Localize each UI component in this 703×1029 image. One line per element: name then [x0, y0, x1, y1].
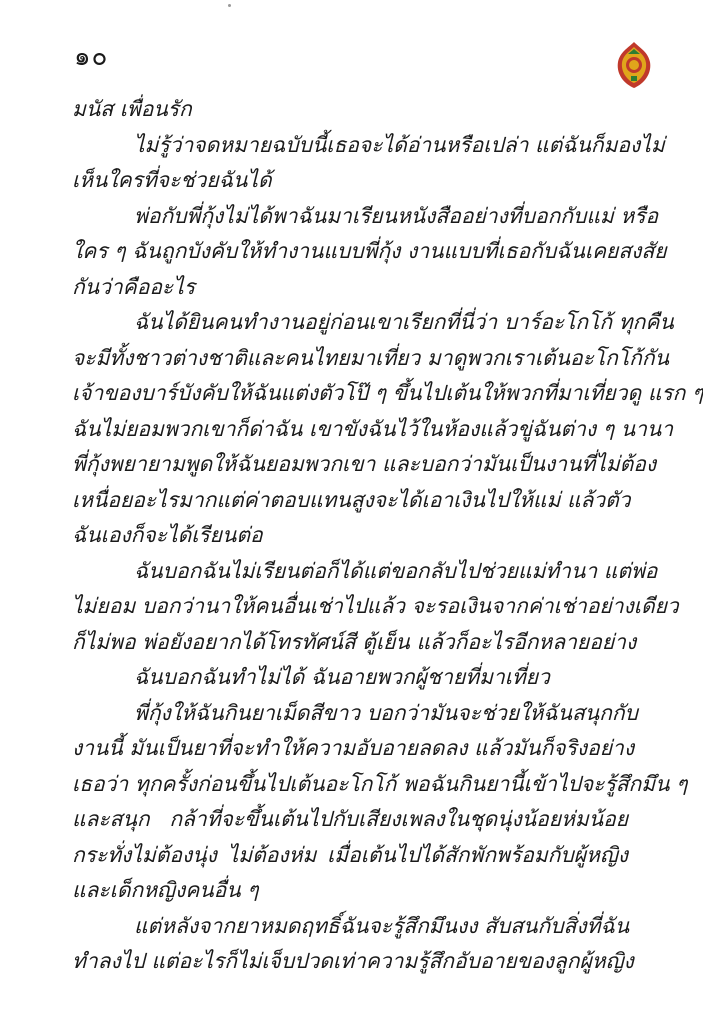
- text-line: เหนื่อยอะไรมากแต่ค่าตอบแทนสูงจะได้เอาเงินไปให้แม่ แล้วตัว: [72, 487, 631, 512]
- text-line: เห็นใครที่จะช่วยฉันได้: [72, 168, 272, 192]
- text-line: ฉันบอกฉันไม่เรียนต่อก็ได้แต่ขอกลับไปช่วยแม่ทำนา แต่พ่อ: [134, 558, 658, 583]
- text-line: พี่กุ้งให้ฉันกินยาเม็ดสีขาว บอกว่ามันจะช่วยให้ฉันสนุกกับ: [134, 700, 638, 725]
- text-line: ใคร ๆ ฉันถูกบังคับให้ทำงานแบบพี่กุ้ง งานแบบที่เธอกับฉันเคยสงสัย: [72, 239, 667, 263]
- crown-seal-emblem-icon: [614, 40, 654, 90]
- text-line: และเด็กหญิงคนอื่น ๆ: [72, 878, 259, 902]
- text-line: ทำลงไป แต่อะไรก็ไม่เจ็บปวดเท่าความรู้สึกอับอายของลูกผู้หญิง: [72, 949, 634, 973]
- text-line: ไม่ยอม บอกว่านาให้คนอื่นเช่าไปแล้ว จะรอเงินจากค่าเช่าอย่างเดียว: [72, 594, 679, 618]
- text-line: ฉันได้ยินคนทำงานอยู่ก่อนเขาเรียกที่นี่ว่า บาร์อะโกโก้ ทุกคืน: [134, 310, 674, 334]
- text-line: กระทั่งไม่ต้องนุ่ง ไม่ต้องห่ม เมื่อเต้นไปได้สักพักพร้อมกับผู้หญิง: [72, 842, 628, 867]
- text-line: และสนุก กล้าที่จะขึ้นเต้นไปกับเสียงเพลงในชุดนุ่งน้อยห่มน้อย: [72, 807, 628, 831]
- text-line: ไม่รู้ว่าจดหมายฉบับนี้เธอจะได้อ่านหรือเปล่า แต่ฉันก็มองไม่: [134, 132, 665, 157]
- letter-body: [72, 92, 703, 980]
- text-line: เจ้าของบาร์บังคับให้ฉันแต่งตัวโป๊ ๆ ขึ้นไปเต้นให้พวกที่มาเที่ยวดู แรก ๆ: [72, 381, 703, 405]
- text-line: มนัส เพื่อนรัก: [72, 97, 192, 121]
- text-line: ฉันไม่ยอมพวกเขาก็ด่าฉัน เขาขังฉันไว้ในห้องแล้วขู่ฉันต่าง ๆ นานา: [72, 416, 674, 441]
- text-line: พี่กุ้งพยายามพูดให้ฉันยอมพวกเขา และบอกว่ามันเป็นงานที่ไม่ต้อง: [72, 452, 657, 476]
- text-line: งานนี้ มันเป็นยาที่จะทำให้ความอับอายลดลง แล้วมันก็จริงอย่าง: [72, 736, 635, 760]
- text-line: ฉันบอกฉันทำไม่ได้ ฉันอายพวกผู้ชายที่มาเที่ยว: [134, 665, 550, 689]
- text-line: พ่อกับพี่กุ้งไม่ได้พาฉันมาเรียนหนังสืออย่างที่บอกกับแม่ หรือ: [134, 203, 659, 228]
- text-line: ก็ไม่พอ พ่อยังอยากได้โทรทัศน์สี ตู้เย็น แล้วก็อะไรอีกหลายอย่าง: [72, 629, 637, 654]
- text-line: ฉันเองก็จะได้เรียนต่อ: [72, 523, 263, 547]
- page-number: ๑๐: [74, 42, 109, 72]
- text-line: จะมีทั้งชาวต่างชาติและคนไทยมาเที่ยว มาดูพวกเราเต้นอะโกโก้กัน: [72, 345, 669, 370]
- text-line: กันว่าคืออะไร: [72, 274, 196, 299]
- text-line: เธอว่า ทุกครั้งก่อนขึ้นไปเต้นอะโกโก้ พอฉันกินยานี้เข้าไปจะรู้สึกมึน ๆ: [72, 771, 688, 796]
- text-line: แต่หลังจากยาหมดฤทธิ์ฉันจะรู้สึกมึนงง สับสนกับสิ่งที่ฉัน: [134, 913, 630, 938]
- scan-speck: [228, 4, 231, 7]
